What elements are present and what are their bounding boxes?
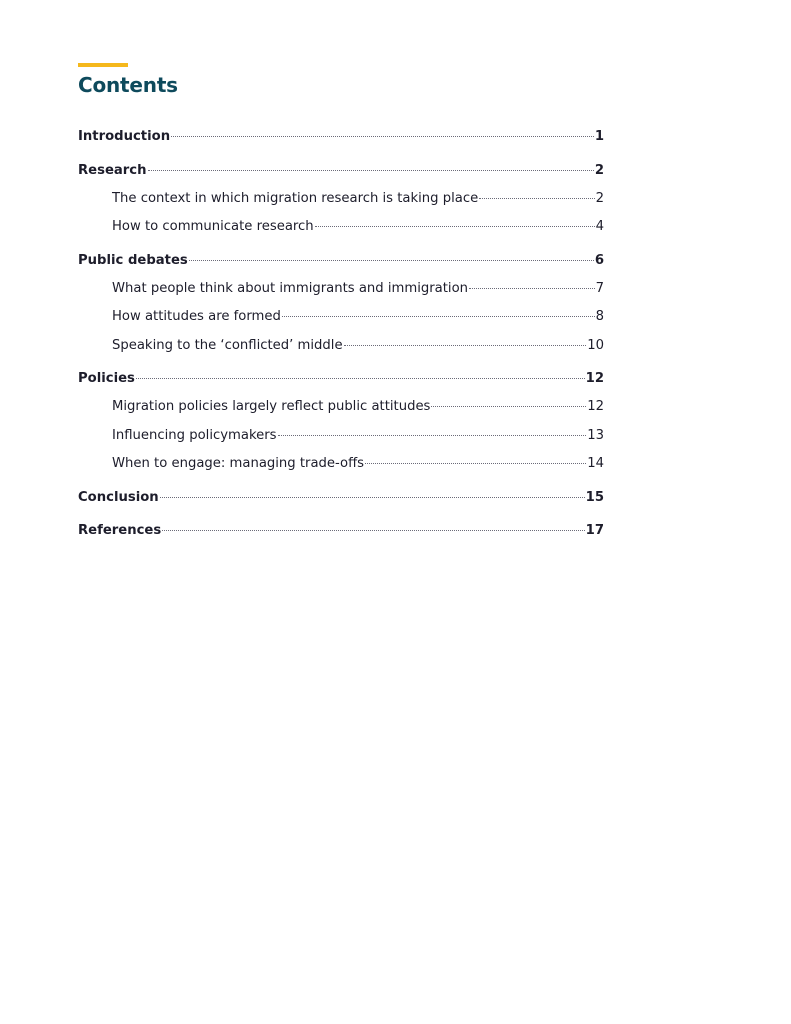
table-of-contents xyxy=(78,124,604,540)
toc-entry-label: References xyxy=(78,523,162,539)
dot-leader xyxy=(469,288,595,289)
toc-page-number: 12 xyxy=(585,371,604,387)
toc-entry-label: How attitudes are formed xyxy=(112,309,281,325)
toc-entry-label: Policies xyxy=(78,371,135,387)
toc-entry-label: Speaking to the ‘conflicted’ middle xyxy=(112,337,343,353)
toc-entry-introduction[interactable] xyxy=(78,128,604,146)
toc-page-number: 13 xyxy=(587,427,604,443)
dot-leader xyxy=(431,406,586,407)
toc-page-number: 10 xyxy=(587,337,604,353)
toc-entry-label: When to engage: managing trade-offs xyxy=(112,456,365,472)
contents-heading: Contents xyxy=(78,73,178,97)
dot-leader xyxy=(282,316,595,317)
dot-leader xyxy=(344,345,587,346)
toc-page-number: 2 xyxy=(595,190,604,206)
toc-entry-research[interactable] xyxy=(78,162,604,180)
toc-page-number: 8 xyxy=(595,309,604,325)
toc-entry-label: Research xyxy=(78,162,147,178)
toc-entry-policies[interactable] xyxy=(78,370,604,388)
dot-leader xyxy=(171,136,594,137)
toc-entry-policies-reflect-attitudes[interactable] xyxy=(78,398,604,416)
toc-page-number: 2 xyxy=(594,162,604,178)
toc-page-number: 17 xyxy=(585,523,604,539)
toc-entry-label: What people think about immigrants and immigration xyxy=(112,280,468,296)
toc-page-number: 1 xyxy=(594,129,604,144)
dot-leader xyxy=(365,463,586,464)
toc-entry-research-context[interactable] xyxy=(78,190,604,208)
toc-page-number: 7 xyxy=(595,280,604,296)
toc-entry-when-to-engage[interactable] xyxy=(78,455,604,473)
toc-entry-label: Influencing policymakers xyxy=(112,427,277,443)
dot-leader xyxy=(315,226,595,227)
toc-entry-attitudes-formed[interactable] xyxy=(78,308,604,326)
toc-entry-label: Public debates xyxy=(78,252,188,268)
dot-leader xyxy=(479,198,594,199)
toc-entry-what-people-think[interactable] xyxy=(78,280,604,298)
dot-leader xyxy=(162,530,584,531)
toc-entry-label: Migration policies largely reflect public attitudes xyxy=(112,399,431,415)
toc-page-number: 14 xyxy=(587,456,604,472)
dot-leader xyxy=(136,378,585,379)
toc-entry-influencing-policymakers[interactable] xyxy=(78,427,604,445)
toc-entry-communicate-research[interactable] xyxy=(78,218,604,236)
toc-entry-label: Conclusion xyxy=(78,489,159,505)
toc-page-number: 6 xyxy=(594,252,604,268)
toc-entry-label: How to communicate research xyxy=(112,219,314,235)
toc-page-number: 12 xyxy=(587,399,604,415)
toc-entry-conclusion[interactable] xyxy=(78,489,604,507)
toc-entry-label: The context in which migration research is taking place xyxy=(112,190,479,206)
dot-leader xyxy=(160,497,585,498)
heading-accent-bar xyxy=(78,63,128,67)
dot-leader xyxy=(278,435,587,436)
toc-entry-public-debates[interactable] xyxy=(78,252,604,270)
dot-leader xyxy=(148,170,594,171)
toc-entry-references[interactable] xyxy=(78,522,604,540)
toc-page-number: 4 xyxy=(595,219,604,235)
toc-entry-conflicted-middle[interactable] xyxy=(78,337,604,355)
toc-page-number: 15 xyxy=(585,489,604,505)
toc-entry-label: Introduction xyxy=(78,129,171,144)
dot-leader xyxy=(189,260,594,261)
